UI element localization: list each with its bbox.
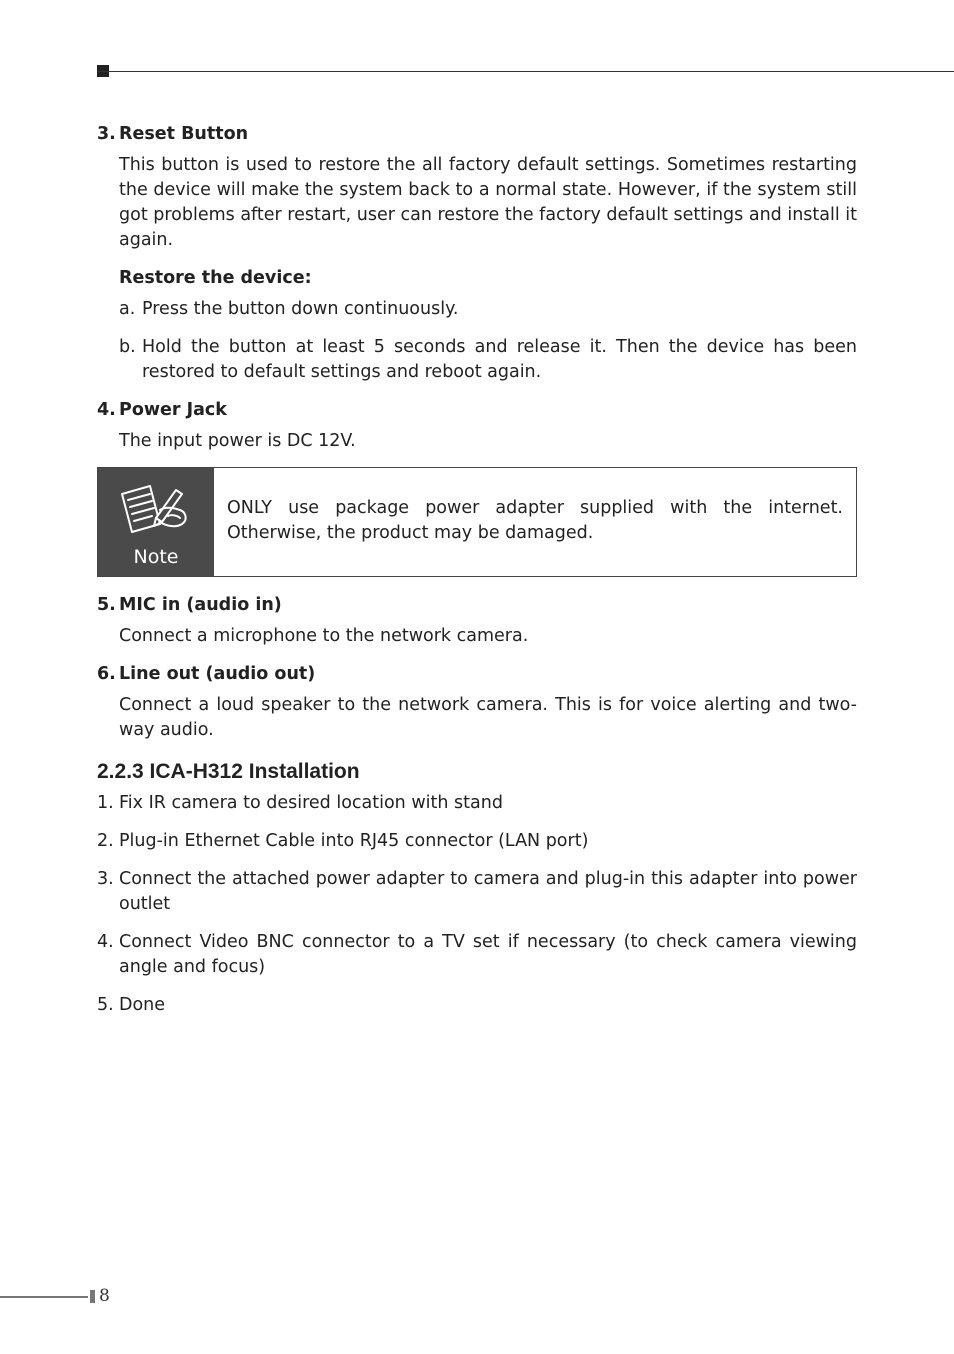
header-rule <box>97 71 954 72</box>
restore-step-text: Press the button down continuously. <box>142 299 459 319</box>
restore-step-letter: b. <box>119 337 136 357</box>
step-number: 3. <box>97 869 114 889</box>
step-number: 2. <box>97 831 114 851</box>
footer-rule <box>0 1296 88 1298</box>
restore-step <box>119 297 857 322</box>
step-text: Connect the attached power adapter to camera and plug-in this adapter into power outlet <box>119 869 857 914</box>
item-description: Connect a microphone to the network camera. <box>119 626 529 646</box>
footer-marker <box>90 1290 95 1303</box>
item-title: Power Jack <box>119 400 227 420</box>
item-power-jack-heading <box>97 398 857 423</box>
step-text: Done <box>119 995 166 1015</box>
item-number: 5. <box>97 595 116 615</box>
item-description: The input power is DC 12V. <box>119 431 356 451</box>
installation-step <box>97 993 857 1018</box>
installation-step <box>97 829 857 854</box>
item-title: Reset Button <box>119 124 249 144</box>
step-number: 4. <box>97 932 114 952</box>
note-label: Note <box>133 546 179 568</box>
page-number: 8 <box>99 1286 110 1306</box>
item-reset-button-heading <box>97 122 857 147</box>
item-description: This button is used to restore the all factory default settings. Sometimes restarting the device will make the system back to a normal state. However, if the system still got problems after restart, user can restore the factory default settings and install it again. <box>119 155 857 250</box>
item-number: 4. <box>97 400 116 420</box>
note-writing-hand-icon <box>116 480 196 540</box>
step-number: 1. <box>97 793 114 813</box>
item-mic-in-heading <box>97 593 857 618</box>
note-label-panel <box>98 468 214 576</box>
note-text: ONLY use package power adapter supplied with the internet. Otherwise, the product may be damaged. <box>227 498 843 543</box>
step-text: Fix IR camera to desired location with stand <box>119 793 503 813</box>
restore-step-text: Hold the button at least 5 seconds and release it. Then the device has been restored to default settings and reboot again. <box>142 337 857 382</box>
note-box <box>97 467 857 577</box>
restore-heading: Restore the device: <box>119 268 312 288</box>
step-text: Plug-in Ethernet Cable into RJ45 connector (LAN port) <box>119 831 589 851</box>
step-number: 5. <box>97 995 114 1015</box>
section-title: 2.2.3 ICA-H312 Installation <box>97 760 360 783</box>
item-title: Line out (audio out) <box>119 664 316 684</box>
item-number: 6. <box>97 664 116 684</box>
restore-step-letter: a. <box>119 299 136 319</box>
step-text: Connect Video BNC connector to a TV set if necessary (to check camera viewing angle and focus) <box>119 932 857 977</box>
item-number: 3. <box>97 124 116 144</box>
item-title: MIC in (audio in) <box>119 595 282 615</box>
installation-step <box>97 930 857 980</box>
item-line-out-heading <box>97 662 857 687</box>
item-description: Connect a loud speaker to the network camera. This is for voice alerting and two-way audio. <box>119 695 857 740</box>
installation-step <box>97 867 857 917</box>
restore-step <box>119 335 857 385</box>
installation-step <box>97 791 857 816</box>
page-content <box>97 122 857 1031</box>
